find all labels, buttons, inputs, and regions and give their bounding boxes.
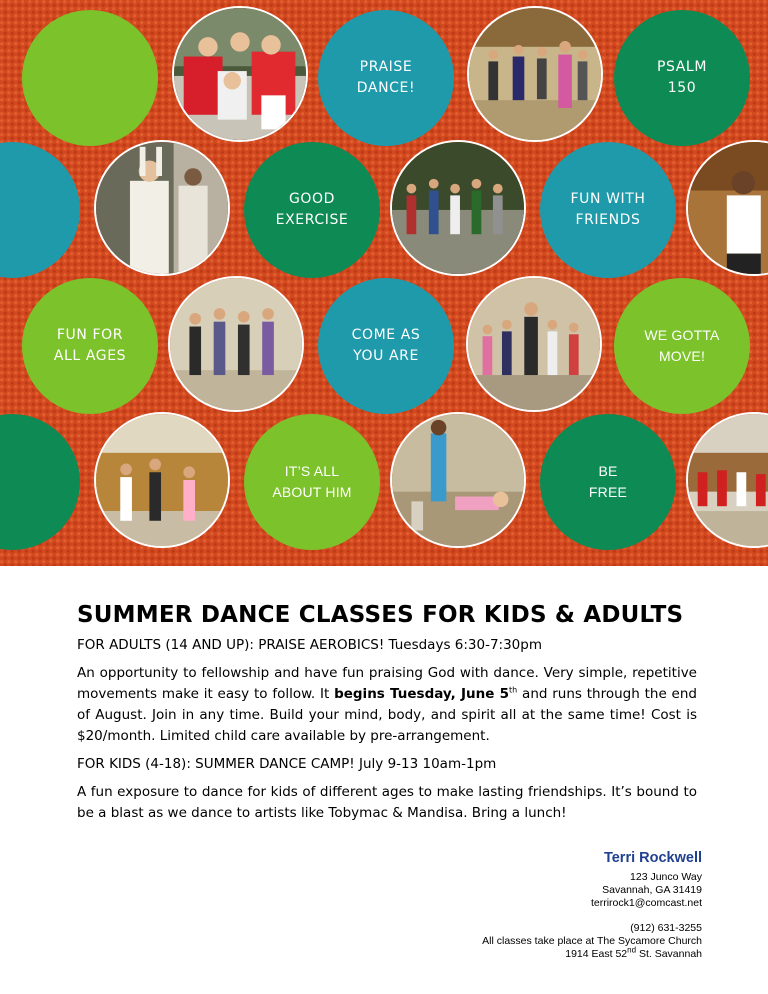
- contact-email: terrirock1@comcast.net: [590, 897, 702, 909]
- adults-dance-icon: [170, 278, 302, 410]
- circle-good-exercise: [244, 142, 380, 278]
- class-location: All classes take place at The Sycamore Church: [482, 935, 702, 947]
- adults-start-date: begins Tuesday, June 5: [334, 686, 510, 702]
- circle-come-as-you-are: [318, 278, 454, 414]
- circle-fun-with-friends: [540, 142, 676, 278]
- circle-label: WE GOTTA MOVE!: [644, 327, 720, 364]
- circle-dark-left: [0, 414, 80, 550]
- circle-label: IT’S ALL ABOUT HIM: [272, 463, 352, 500]
- studio-dance-photo: [94, 412, 230, 548]
- date-suffix: th: [509, 685, 518, 695]
- circle-its-all-about-him: [244, 414, 380, 550]
- address-part-1: 1914 East 52: [565, 948, 628, 960]
- circle-fun-for-all-ages: [22, 278, 158, 414]
- kids-dance-photo: [466, 276, 602, 412]
- church-address: [482, 945, 702, 961]
- circle-label: PRAISE DANCE!: [356, 59, 416, 96]
- adults-dance-photo: [168, 276, 304, 412]
- child-dancer-photo: [686, 140, 768, 276]
- studio-dance-icon: [96, 414, 228, 546]
- circle-label: FUN WITH FRIENDS: [570, 191, 646, 228]
- kids-dance-icon: [468, 278, 600, 410]
- circle-label: COME AS YOU ARE: [351, 327, 421, 364]
- contact-spacer: [482, 910, 702, 922]
- girls-in-red-photo: [172, 6, 308, 142]
- address-suffix: nd: [627, 945, 637, 955]
- child-dancer-icon: [688, 142, 768, 274]
- contact-city: Savannah, GA 31419: [602, 884, 702, 896]
- address-part-2: St. Savannah: [636, 948, 702, 960]
- circle-we-gotta-move: [614, 278, 750, 414]
- group-dance-icon: [392, 142, 524, 274]
- circle-label: GOOD EXERCISE: [275, 191, 349, 228]
- flyer-content: [77, 600, 697, 824]
- group-dance-photo: [390, 140, 526, 276]
- adults-description: [77, 663, 697, 747]
- circle-be-free: [540, 414, 676, 550]
- circle-label: BE FREE: [588, 463, 628, 500]
- performance-photo: [686, 412, 768, 548]
- contact-block: [482, 848, 702, 961]
- partner-stretch-icon: [392, 414, 524, 546]
- kids-class-line: FOR KIDS (4-18): SUMMER DANCE CAMP! July 9-13 10am-1pm: [77, 756, 497, 772]
- flyer-title: SUMMER DANCE CLASSES FOR KIDS & ADULTS: [77, 602, 684, 628]
- dance-class-icon: [469, 8, 601, 140]
- girls-in-red-icon: [174, 8, 306, 140]
- circle-green-1: [22, 10, 158, 146]
- contact-phone: (912) 631-3255: [630, 922, 702, 934]
- adults-text-2: and runs through the end of August. Join in any time. Build your mind, body, and spirit all at the same time! Cost is $20/month. Limited child care available by pre-arrangement.: [77, 686, 697, 744]
- adults-class-line: FOR ADULTS (14 AND UP): PRAISE AEROBICS! Tuesdays 6:30-7:30pm: [77, 637, 542, 653]
- woman-in-white-icon: [96, 142, 228, 274]
- circle-label: PSALM 150: [656, 59, 708, 96]
- partner-stretch-photo: [390, 412, 526, 548]
- performance-icon: [688, 414, 768, 546]
- woman-in-white-photo: [94, 140, 230, 276]
- adults-text-1: An opportunity to fellowship and have fun praising God with dance. Very simple, repetitive movements make it easy to follow. It: [77, 665, 697, 702]
- kids-description: A fun exposure to dance for kids of different ages to make lasting friendships. It’s bound to be a blast as we dance to artists like Tobymac & Mandisa. Bring a lunch!: [77, 784, 697, 821]
- circle-praise-dance: [318, 10, 454, 146]
- contact-street: 123 Junco Way: [630, 871, 702, 883]
- circle-teal-left: [0, 142, 80, 278]
- dance-class-photo: [467, 6, 603, 142]
- circle-psalm-150: [614, 10, 750, 146]
- contact-name: Terri Rockwell: [603, 850, 702, 866]
- circle-label: FUN FOR ALL AGES: [53, 327, 127, 364]
